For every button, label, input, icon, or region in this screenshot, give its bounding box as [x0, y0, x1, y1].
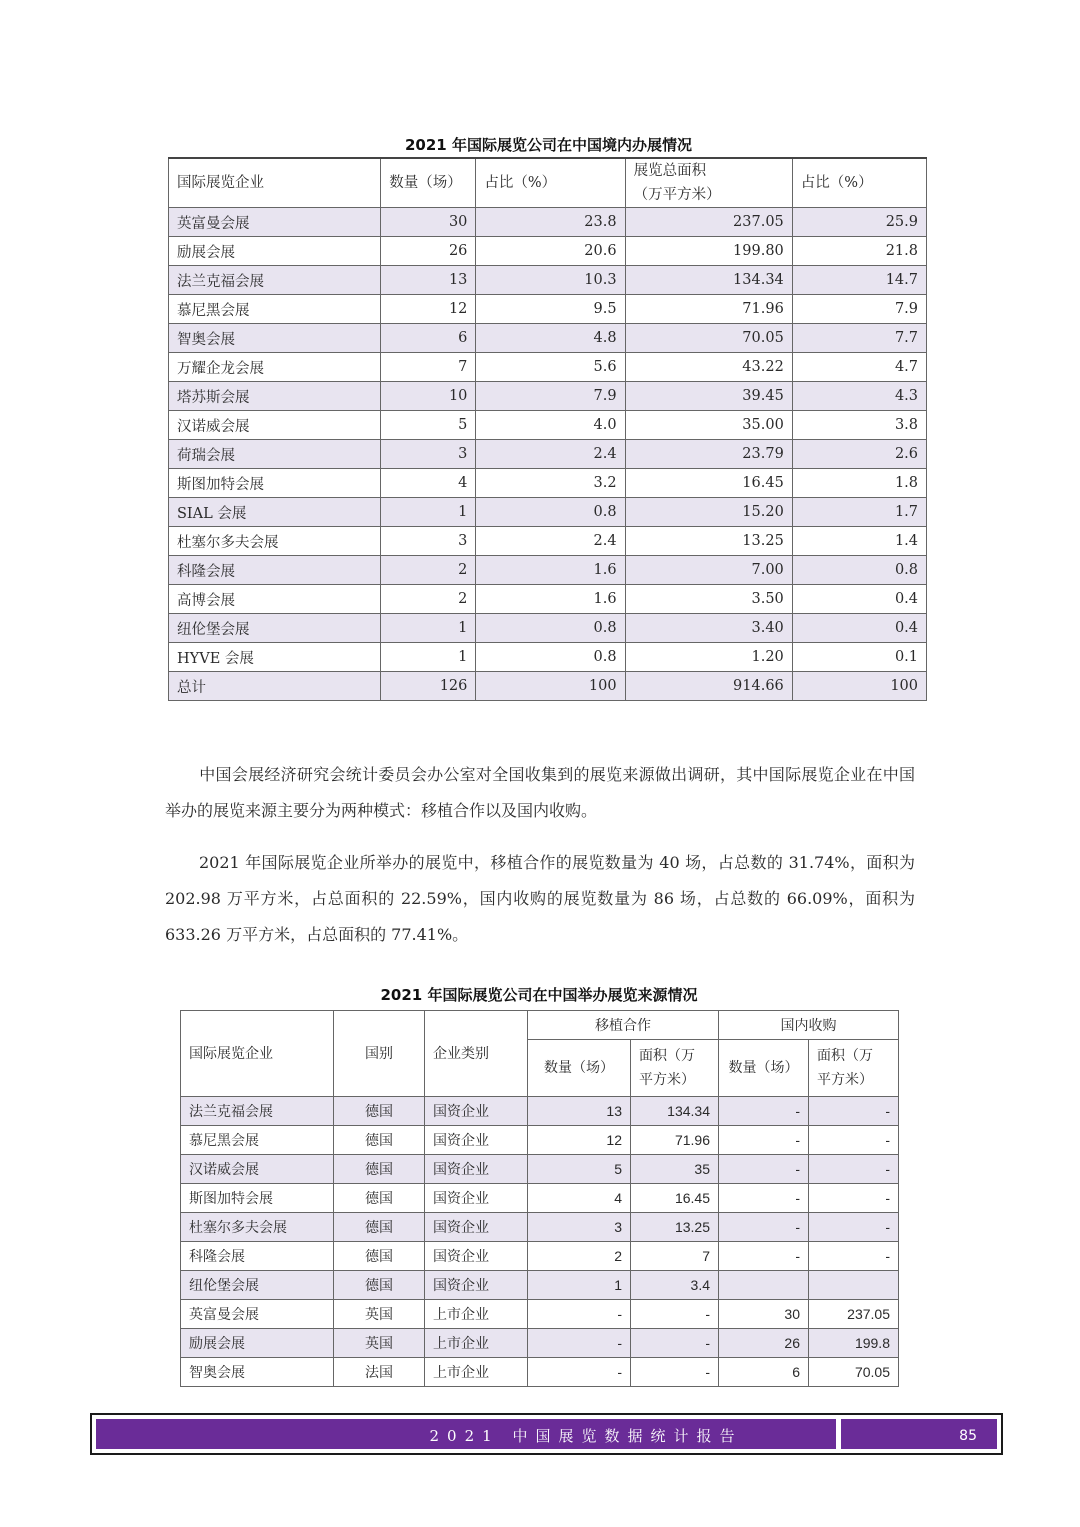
table-header-row [169, 158, 927, 208]
cell-count: 1 [381, 614, 476, 643]
header-group-acquisition: 国内收购 [719, 1011, 899, 1040]
header-count: 数量（场） [381, 158, 476, 208]
cell-count: 26 [381, 237, 476, 266]
cell-count-share: 4.0 [476, 411, 625, 440]
cell-company-type: 国资企业 [425, 1184, 528, 1213]
cell-transplant-count: 2 [528, 1242, 631, 1271]
table-row [169, 208, 927, 237]
cell-company: 英富曼会展 [169, 208, 381, 237]
cell-acquisition-area: 70.05 [809, 1358, 899, 1387]
header-count-share: 占比（%） [476, 158, 625, 208]
cell-acquisition-area: - [809, 1097, 899, 1126]
cell-acquisition-count: 6 [719, 1358, 809, 1387]
cell-count: 3 [381, 527, 476, 556]
table-row [181, 1271, 899, 1300]
cell-area-share: 7.7 [792, 324, 926, 353]
header-area-line2: 平方米） [639, 1072, 695, 1088]
cell-count: 10 [381, 382, 476, 411]
cell-company: 斯图加特会展 [169, 469, 381, 498]
cell-acquisition-count: - [719, 1097, 809, 1126]
cell-company-type: 上市企业 [425, 1358, 528, 1387]
cell-count-share: 0.8 [476, 614, 625, 643]
cell-area-share: 0.8 [792, 556, 926, 585]
cell-count-share: 1.6 [476, 585, 625, 614]
header-transplant-area [631, 1040, 719, 1097]
cell-country: 法国 [334, 1358, 425, 1387]
cell-area: 16.45 [625, 469, 792, 498]
cell-acquisition-count: 26 [719, 1329, 809, 1358]
cell-company-type: 国资企业 [425, 1242, 528, 1271]
cell-transplant-area: 71.96 [631, 1126, 719, 1155]
cell-acquisition-area: - [809, 1155, 899, 1184]
cell-area-share: 1.8 [792, 469, 926, 498]
cell-company: 智奥会展 [169, 324, 381, 353]
cell-count: 7 [381, 353, 476, 382]
cell-count-share: 100 [476, 672, 625, 701]
cell-area-share: 0.4 [792, 614, 926, 643]
cell-company: 励展会展 [169, 237, 381, 266]
cell-area: 914.66 [625, 672, 792, 701]
cell-acquisition-count: - [719, 1155, 809, 1184]
exhibition-sources-table [180, 1010, 899, 1387]
cell-company-type: 国资企业 [425, 1155, 528, 1184]
cell-company-type: 国资企业 [425, 1126, 528, 1155]
header-company: 国际展览企业 [181, 1011, 334, 1097]
cell-count: 4 [381, 469, 476, 498]
cell-company: SIAL 会展 [169, 498, 381, 527]
header-area-line2: 平方米） [817, 1072, 873, 1088]
cell-company: 励展会展 [181, 1329, 334, 1358]
cell-country: 德国 [334, 1184, 425, 1213]
cell-country: 德国 [334, 1242, 425, 1271]
cell-company: 英富曼会展 [181, 1300, 334, 1329]
cell-transplant-area: - [631, 1300, 719, 1329]
header-area-line1: 面积（万 [817, 1048, 873, 1064]
cell-transplant-area: 13.25 [631, 1213, 719, 1242]
cell-acquisition-area: 199.8 [809, 1329, 899, 1358]
cell-transplant-area: - [631, 1329, 719, 1358]
cell-company: 科隆会展 [169, 556, 381, 585]
cell-area-share: 7.9 [792, 295, 926, 324]
cell-transplant-count: 5 [528, 1155, 631, 1184]
table-row [169, 556, 927, 585]
cell-acquisition-count: - [719, 1213, 809, 1242]
cell-transplant-count: 13 [528, 1097, 631, 1126]
cell-area: 1.20 [625, 643, 792, 672]
table-row [169, 527, 927, 556]
cell-area-share: 4.7 [792, 353, 926, 382]
cell-area: 35.00 [625, 411, 792, 440]
paragraph-sources-intro [165, 757, 915, 829]
cell-acquisition-count: - [719, 1242, 809, 1271]
cell-company: 法兰克福会展 [169, 266, 381, 295]
cell-count-share: 1.6 [476, 556, 625, 585]
cell-count-share: 10.3 [476, 266, 625, 295]
table-total-row [169, 672, 927, 701]
table-row [169, 643, 927, 672]
cell-acquisition-area: - [809, 1213, 899, 1242]
header-area-line1: 展览总面积 [633, 163, 707, 179]
cell-acquisition-area: - [809, 1126, 899, 1155]
cell-company: 慕尼黑会展 [169, 295, 381, 324]
cell-company-type: 国资企业 [425, 1271, 528, 1300]
cell-company-type: 国资企业 [425, 1213, 528, 1242]
cell-company-type: 上市企业 [425, 1329, 528, 1358]
cell-acquisition-area [809, 1271, 899, 1300]
cell-company: 纽伦堡会展 [169, 614, 381, 643]
cell-count-share: 2.4 [476, 440, 625, 469]
footer-bar [96, 1419, 997, 1449]
cell-area: 71.96 [625, 295, 792, 324]
cell-transplant-count: - [528, 1329, 631, 1358]
cell-transplant-area: 16.45 [631, 1184, 719, 1213]
header-area-line1: 面积（万 [639, 1048, 695, 1064]
cell-transplant-count: - [528, 1300, 631, 1329]
paragraph-text: 中国会展经济研究会统计委员会办公室对全国收集到的展览来源做出调研，其中国际展览企业在中国举办的展览来源主要分为两种模式：移植合作以及国内收购。 [165, 765, 915, 820]
footer-title: 2021 中国展览数据统计报告 [429, 1427, 743, 1445]
cell-company-type: 国资企业 [425, 1097, 528, 1126]
cell-company-type: 上市企业 [425, 1300, 528, 1329]
cell-transplant-area: 3.4 [631, 1271, 719, 1300]
cell-area-share: 1.4 [792, 527, 926, 556]
cell-transplant-area: 7 [631, 1242, 719, 1271]
cell-count: 1 [381, 643, 476, 672]
cell-transplant-count: 4 [528, 1184, 631, 1213]
table-row [169, 237, 927, 266]
header-acquisition-count: 数量（场） [719, 1040, 809, 1097]
header-group-transplant: 移植合作 [528, 1011, 719, 1040]
cell-company: 总计 [169, 672, 381, 701]
exhibition-stats-table [168, 157, 927, 701]
cell-count: 13 [381, 266, 476, 295]
cell-country: 德国 [334, 1155, 425, 1184]
cell-area: 237.05 [625, 208, 792, 237]
table-row [181, 1097, 899, 1126]
table-row [181, 1126, 899, 1155]
table-row [169, 266, 927, 295]
cell-country: 德国 [334, 1213, 425, 1242]
header-area-share: 占比（%） [792, 158, 926, 208]
cell-company: 万耀企龙会展 [169, 353, 381, 382]
table2-caption: 2021 年国际展览公司在中国举办展览来源情况 [380, 986, 698, 1004]
header-area [625, 158, 792, 208]
cell-area: 15.20 [625, 498, 792, 527]
table-row [169, 614, 927, 643]
cell-area-share: 4.3 [792, 382, 926, 411]
cell-area: 7.00 [625, 556, 792, 585]
cell-count-share: 3.2 [476, 469, 625, 498]
cell-count: 6 [381, 324, 476, 353]
cell-transplant-count: - [528, 1358, 631, 1387]
cell-area: 70.05 [625, 324, 792, 353]
table-row [181, 1155, 899, 1184]
cell-count: 12 [381, 295, 476, 324]
cell-count-share: 7.9 [476, 382, 625, 411]
cell-country: 德国 [334, 1097, 425, 1126]
cell-count: 2 [381, 585, 476, 614]
cell-area-share: 2.6 [792, 440, 926, 469]
paragraph-text: 2021 年国际展览企业所举办的展览中，移植合作的展览数量为 40 场，占总数的 31.74%，面积为 202.98 万平方米，占总面积的 22.59%，国内收购的展览数量为 86 场，占总数的 66.09%，面积为 633.26 万平方米，占总面积的 77.41%。 [165, 853, 915, 944]
cell-acquisition-count [719, 1271, 809, 1300]
cell-country: 英国 [334, 1329, 425, 1358]
cell-company: 科隆会展 [181, 1242, 334, 1271]
cell-area-share: 25.9 [792, 208, 926, 237]
table-row [169, 498, 927, 527]
cell-transplant-area: 35 [631, 1155, 719, 1184]
cell-count-share: 9.5 [476, 295, 625, 324]
table-header-row [181, 1011, 899, 1040]
cell-count: 30 [381, 208, 476, 237]
cell-company: HYVE 会展 [169, 643, 381, 672]
cell-area: 3.40 [625, 614, 792, 643]
cell-company: 慕尼黑会展 [181, 1126, 334, 1155]
header-country: 国别 [334, 1011, 425, 1097]
cell-area: 23.79 [625, 440, 792, 469]
cell-company: 杜塞尔多夫会展 [169, 527, 381, 556]
cell-company: 汉诺威会展 [181, 1155, 334, 1184]
cell-country: 英国 [334, 1300, 425, 1329]
cell-company: 智奥会展 [181, 1358, 334, 1387]
cell-transplant-count: 1 [528, 1271, 631, 1300]
cell-count-share: 23.8 [476, 208, 625, 237]
cell-acquisition-count: - [719, 1126, 809, 1155]
cell-count-share: 5.6 [476, 353, 625, 382]
table-row [169, 469, 927, 498]
cell-count-share: 0.8 [476, 498, 625, 527]
cell-count-share: 4.8 [476, 324, 625, 353]
cell-count-share: 2.4 [476, 527, 625, 556]
cell-transplant-area: 134.34 [631, 1097, 719, 1126]
page-footer [90, 1413, 1003, 1455]
cell-area-share: 1.7 [792, 498, 926, 527]
cell-area: 39.45 [625, 382, 792, 411]
table-row [181, 1300, 899, 1329]
cell-area-share: 0.4 [792, 585, 926, 614]
table-row [169, 353, 927, 382]
cell-company: 汉诺威会展 [169, 411, 381, 440]
cell-company: 高博会展 [169, 585, 381, 614]
cell-count: 1 [381, 498, 476, 527]
cell-area-share: 3.8 [792, 411, 926, 440]
cell-company: 杜塞尔多夫会展 [181, 1213, 334, 1242]
table-row [181, 1358, 899, 1387]
cell-area: 13.25 [625, 527, 792, 556]
header-acquisition-area [809, 1040, 899, 1097]
cell-area: 43.22 [625, 353, 792, 382]
cell-area: 134.34 [625, 266, 792, 295]
header-area-line2: （万平方米） [633, 187, 721, 203]
table-row [169, 382, 927, 411]
cell-company: 塔苏斯会展 [169, 382, 381, 411]
cell-count: 2 [381, 556, 476, 585]
cell-company: 法兰克福会展 [181, 1097, 334, 1126]
table-row [169, 324, 927, 353]
cell-count-share: 0.8 [476, 643, 625, 672]
cell-area: 3.50 [625, 585, 792, 614]
cell-company: 纽伦堡会展 [181, 1271, 334, 1300]
cell-acquisition-area: - [809, 1184, 899, 1213]
cell-transplant-area: - [631, 1358, 719, 1387]
cell-acquisition-area: 237.05 [809, 1300, 899, 1329]
table-row [169, 440, 927, 469]
cell-country: 德国 [334, 1271, 425, 1300]
header-transplant-count: 数量（场） [528, 1040, 631, 1097]
cell-area-share: 21.8 [792, 237, 926, 266]
cell-country: 德国 [334, 1126, 425, 1155]
cell-area-share: 0.1 [792, 643, 926, 672]
cell-area: 199.80 [625, 237, 792, 266]
cell-count-share: 20.6 [476, 237, 625, 266]
table-row [181, 1184, 899, 1213]
cell-count: 126 [381, 672, 476, 701]
table-row [181, 1242, 899, 1271]
table-row [169, 295, 927, 324]
table1-caption: 2021 年国际展览公司在中国境内办展情况 [405, 136, 692, 154]
table-row [181, 1329, 899, 1358]
table-row [181, 1213, 899, 1242]
table-row [169, 411, 927, 440]
header-company-type: 企业类别 [425, 1011, 528, 1097]
cell-transplant-count: 12 [528, 1126, 631, 1155]
cell-count: 5 [381, 411, 476, 440]
cell-company: 荷瑞会展 [169, 440, 381, 469]
page-number: 85 [959, 1428, 977, 1444]
header-company: 国际展览企业 [169, 158, 381, 208]
cell-company: 斯图加特会展 [181, 1184, 334, 1213]
table-row [169, 585, 927, 614]
cell-acquisition-area: - [809, 1242, 899, 1271]
paragraph-sources-stats [165, 845, 915, 953]
cell-acquisition-count: 30 [719, 1300, 809, 1329]
cell-acquisition-count: - [719, 1184, 809, 1213]
cell-transplant-count: 3 [528, 1213, 631, 1242]
cell-area-share: 14.7 [792, 266, 926, 295]
cell-count: 3 [381, 440, 476, 469]
cell-area-share: 100 [792, 672, 926, 701]
